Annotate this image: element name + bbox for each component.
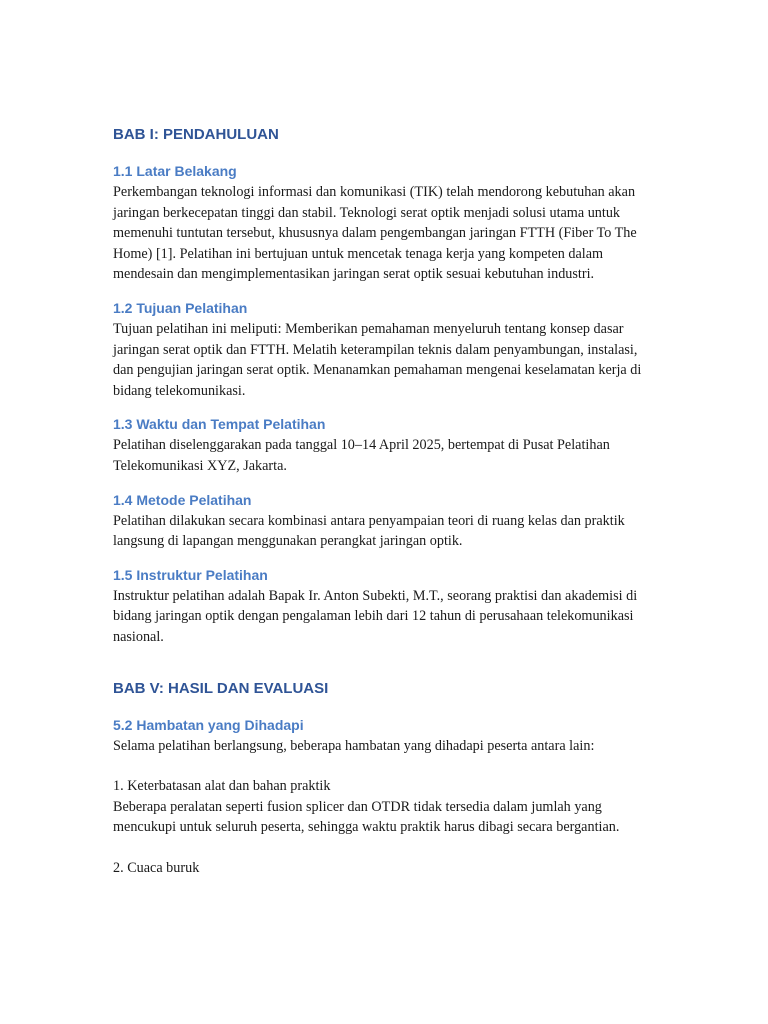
section-heading-1-3: 1.3 Waktu dan Tempat Pelatihan xyxy=(113,416,326,433)
list-item-title: 2. Cuaca buruk xyxy=(113,859,200,876)
section-intro-5-2: Selama pelatihan berlangsung, beberapa hambatan yang dihadapi peserta antara lain: xyxy=(113,737,595,754)
section-text-1-3: Pelatihan diselenggarakan pada tanggal 10–14 April 2025, bertempat di Pusat Pelatihan Telekomunikasi XYZ, Jakarta. xyxy=(113,437,610,474)
section-heading-1-2: 1.2 Tujuan Pelatihan xyxy=(113,299,248,316)
list-item-text: Beberapa peralatan seperti fusion splicer dan OTDR tidak tersedia dalam jumlah yang mencukupi untuk seluruh peserta, sehingga waktu praktik harus dibagi secara bergantian. xyxy=(113,798,620,836)
section-heading-1-5: 1.5 Instruktur Pelatihan xyxy=(113,566,268,583)
section-heading-1-1: 1.1 Latar Belakang xyxy=(113,163,237,179)
chapter-title-bab-1: BAB I: PENDAHULUAN xyxy=(113,126,279,143)
section-heading-5-2: 5.2 Hambatan yang Dihadapi xyxy=(113,716,304,733)
section-text-1-1: Perkembangan teknologi informasi dan komunikasi (TIK) telah mendorong kebutuhan akan jaringan berkecepatan tinggi dan stabil. Teknologi serat optik menjadi solusi utama untuk memenuhi tuntutan tersebut, khususnya dalam pengembangan jaringan FTTH (Fiber To The Home) [1]. Pelatihan ini bertujuan untuk mencetak tenaga kerja yang kompeten dalam mendesain dan mengimplementasikan jaringan serat optik sesuai kebutuhan industri. xyxy=(113,184,637,283)
chapter-title-bab-5: BAB V: HASIL DAN EVALUASI xyxy=(113,679,329,697)
section-heading-1-4: 1.4 Metode Pelatihan xyxy=(113,491,252,508)
document-page xyxy=(113,124,658,878)
section-text-1-5: Instruktur pelatihan adalah Bapak Ir. Anton Subekti, M.T., seorang praktisi dan akademisi di bidang jaringan optik dengan pengalaman lebih dari 12 tahun di perusahaan telekomunikasi nasional. xyxy=(113,587,638,645)
list-item-title: 1. Keterbatasan alat dan bahan praktik xyxy=(113,778,331,795)
section-text-1-4: Pelatihan dilakukan secara kombinasi antara penyampaian teori di ruang kelas dan praktik langsung di lapangan menggunakan perangkat jaringan optik. xyxy=(113,512,625,550)
section-text-1-2: Tujuan pelatihan ini meliputi: Memberikan pemahaman menyeluruh tentang konsep dasar jaringan serat optik dan FTTH. Melatih keterampilan teknis dalam penyambungan, instalasi, dan pengujian jaringan serat optik. Menanamkan pemahaman mengenai keselamatan kerja di bidang telekomunikasi. xyxy=(113,320,642,399)
